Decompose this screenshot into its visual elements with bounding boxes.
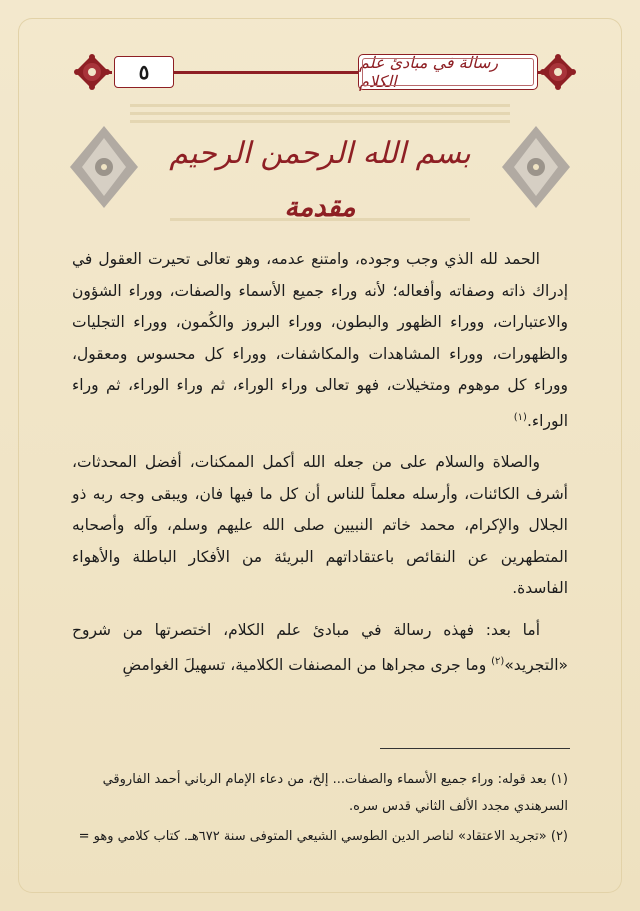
decorative-stripe <box>130 120 510 123</box>
page-number: ٥ <box>114 56 174 88</box>
basmala-heading: بسم الله الرحمن الرحيم <box>169 136 471 171</box>
page-header <box>0 52 640 94</box>
arabesque-ornament-icon <box>64 122 144 212</box>
running-title-box <box>358 54 538 90</box>
paragraph-text: والصلاة والسلام على من جعله الله أكمل الممكنات، أفضل المحدثات، أشرف الكائنات، وأرسله معلماً للناس أن كل ما فيها فان، ويبقى وجه ربه ذو الجلال والإكرام، محمد خاتم النبيين صلى الله عليهم وسلم، وآله وأصحابه المتطهرين عن النقائص باعتقاداتهم البريئة من الأفكار الباطلة والأهواء الفاسدة. <box>72 453 568 598</box>
paragraph-text-continued: وما جرى مجراها من المصنفات الكلامية، تسهيلَ الغوامضِ <box>122 656 492 675</box>
main-text <box>72 244 568 682</box>
arabesque-ornament-icon <box>496 122 576 212</box>
footnote: (١) بعد قوله: وراء جميع الأسماء والصفات... إلخ، من دعاء الإمام الرباني أحمد الفاروقي السرهندي مجدد الألف الثاني قدس سره. <box>102 772 568 814</box>
footnote-separator <box>380 748 570 749</box>
decorative-stripe <box>130 112 510 115</box>
paragraph-text: أما بعد: فهذه رسالة في مبادئ علم الكلام، اختصرتها من شروح «التجريد» <box>72 620 568 675</box>
title-box-inner-border <box>362 58 534 86</box>
footnote-ref[interactable]: (١) <box>513 411 527 423</box>
paragraph-text: الحمد لله الذي وجب وجوده، وامتنع عدمه، وهو تعالى تحيرت العقول في إدراك ذاته وصفاته وأفعاله؛ لأنه وراء جميع الأسماء والصفات، ووراء الشؤون والاعتبارات، ووراء الظهور والبطون، ووراء البروز والكُمون، ووراء التجليات والظهورات، ووراء المشاهدات والمكاشفات، ووراء كل محسوس ومعقول، ووراء كل موهوم ومتخيلات، فهو تعالى وراء الوراء، ثم وراء الوراء، ثم وراء الوراء. <box>72 250 568 430</box>
header-rule <box>172 71 360 74</box>
floral-rosette-icon <box>72 52 112 92</box>
decorative-stripe <box>130 104 510 107</box>
paragraph <box>72 447 568 605</box>
footnote-ref[interactable]: (٢) <box>491 656 505 668</box>
floral-rosette-icon <box>538 52 578 92</box>
footnotes <box>60 766 568 853</box>
running-title: رسالة في مبادئ علم الكلام <box>359 53 499 91</box>
footnote: (٢) «تجريد الاعتقاد» لناصر الدين الطوسي الشيعي المتوفى سنة ٦٧٢هـ. كتاب كلامي وهو = <box>78 829 568 844</box>
paragraph <box>72 244 568 437</box>
paragraph <box>72 615 568 682</box>
section-title: مقدمة <box>284 192 356 223</box>
